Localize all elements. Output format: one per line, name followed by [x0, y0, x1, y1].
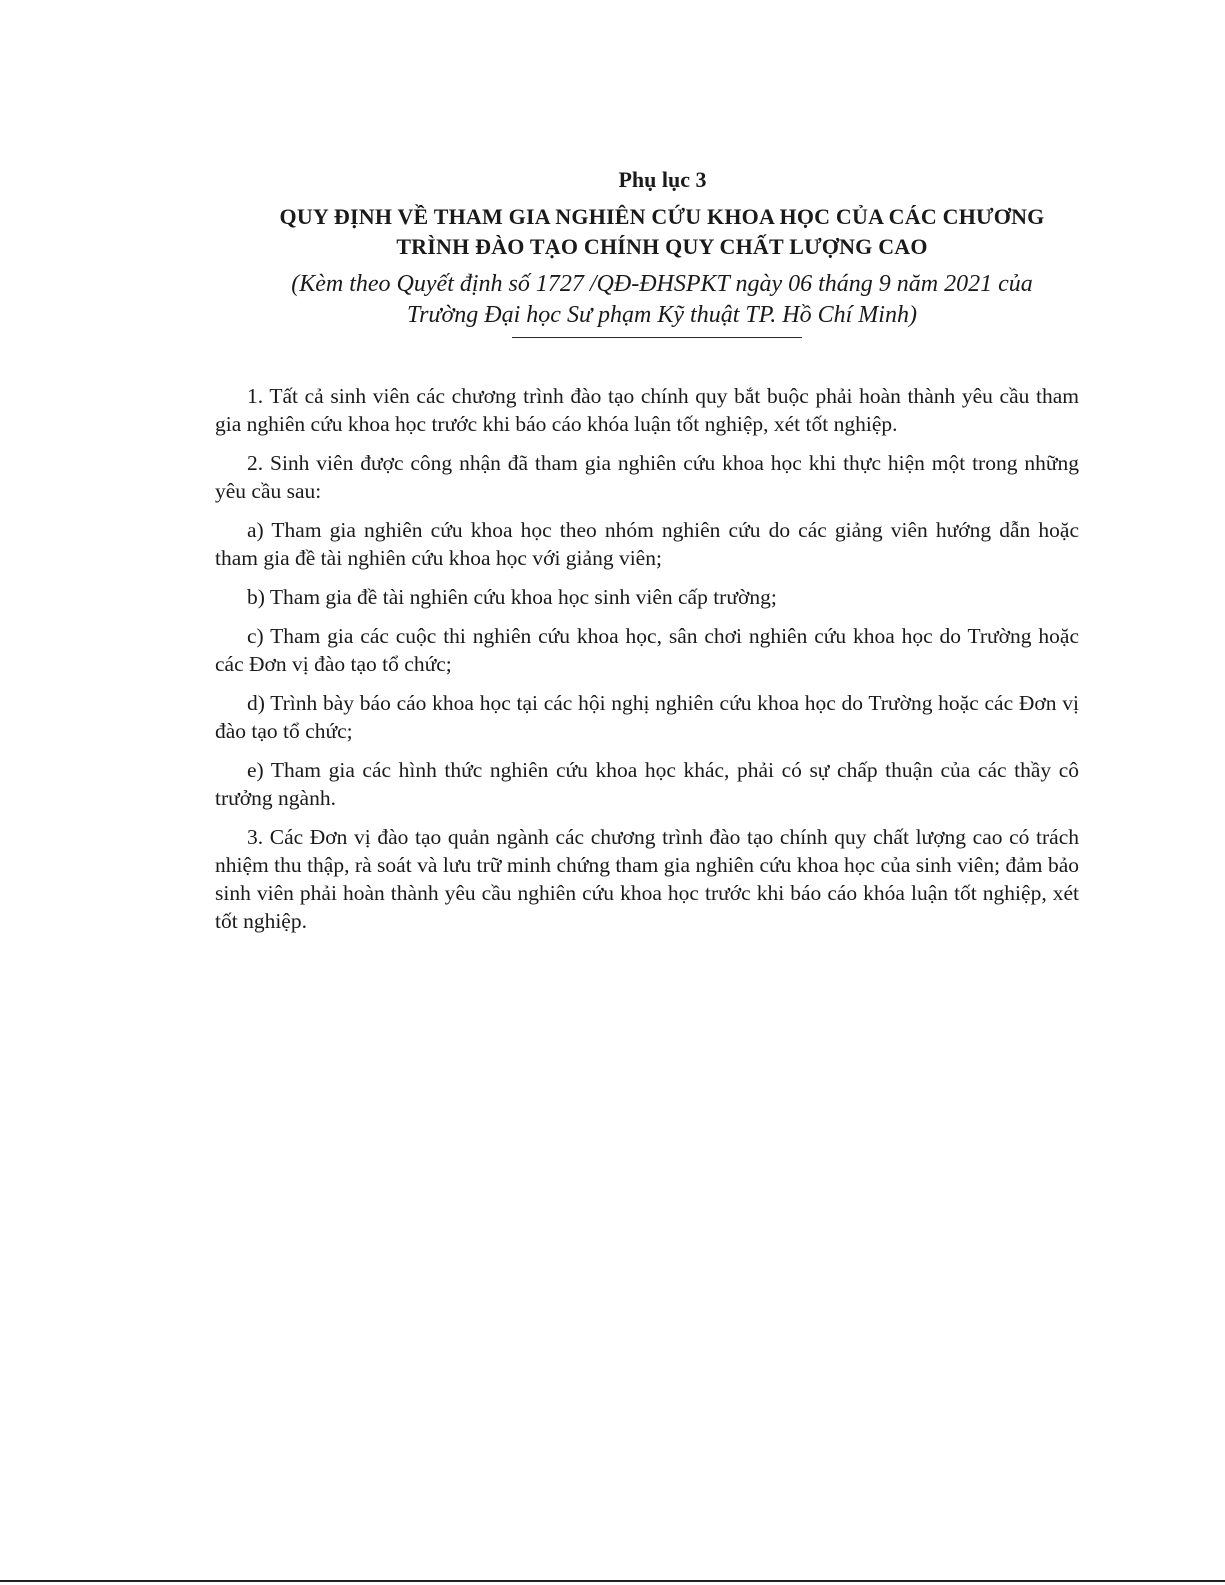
paragraph-2e: e) Tham gia các hình thức nghiên cứu khoa học khác, phải có sự chấp thuận của các thầy cô trưởng ngành.	[215, 758, 1079, 810]
document-subtitle	[212, 269, 1112, 331]
document-title	[212, 202, 1112, 262]
page-bottom-rule	[0, 1580, 1225, 1582]
document-title-line-2: TRÌNH ĐÀO TẠO CHÍNH QUY CHẤT LƯỢNG CAO	[396, 234, 928, 259]
paragraph-1: 1. Tất cả sinh viên các chương trình đào tạo chính quy bắt buộc phải hoàn thành yêu cầu tham gia nghiên cứu khoa học trước khi báo cáo khóa luận tốt nghiệp, xét tốt nghiệp.	[215, 384, 1079, 436]
document-subtitle-line-1: (Kèm theo Quyết định số 1727 /QĐ-ĐHSPKT ngày 06 tháng 9 năm 2021 của	[291, 271, 1033, 297]
paragraph-2: 2. Sinh viên được công nhận đã tham gia nghiên cứu khoa học khi thực hiện một trong những yêu cầu sau:	[215, 451, 1079, 503]
paragraph-2d: d) Trình bày báo cáo khoa học tại các hội nghị nghiên cứu khoa học do Trường hoặc các Đơn vị đào tạo tổ chức;	[215, 691, 1079, 743]
document-title-line-1: QUY ĐỊNH VỀ THAM GIA NGHIÊN CỨU KHOA HỌC CỦA CÁC CHƯƠNG	[279, 204, 1045, 229]
paragraph-2c: c) Tham gia các cuộc thi nghiên cứu khoa học, sân chơi nghiên cứu khoa học do Trường hoặc các Đơn vị đào tạo tổ chức;	[215, 624, 1079, 676]
paragraph-2b: b) Tham gia đề tài nghiên cứu khoa học sinh viên cấp trường;	[247, 585, 777, 609]
title-divider	[512, 337, 802, 338]
paragraph-3: 3. Các Đơn vị đào tạo quản ngành các chương trình đào tạo chính quy chất lượng cao có trách nhiệm thu thập, rà soát và lưu trữ minh chứng tham gia nghiên cứu khoa học của sinh viên; đảm bảo sinh viên phải hoàn thành yêu cầu nghiên cứu khoa học trước khi báo cáo khóa luận tốt nghiệp, xét tốt nghiệp.	[215, 825, 1079, 933]
paragraph-2a: a) Tham gia nghiên cứu khoa học theo nhóm nghiên cứu do các giảng viên hướng dẫn hoặc tham gia đề tài nghiên cứu khoa học với giảng viên;	[215, 518, 1079, 570]
document-body	[215, 382, 1079, 946]
appendix-label: Phụ lục 3	[618, 167, 707, 192]
document-subtitle-line-2: Trường Đại học Sư phạm Kỹ thuật TP. Hồ Chí Minh)	[407, 302, 917, 328]
